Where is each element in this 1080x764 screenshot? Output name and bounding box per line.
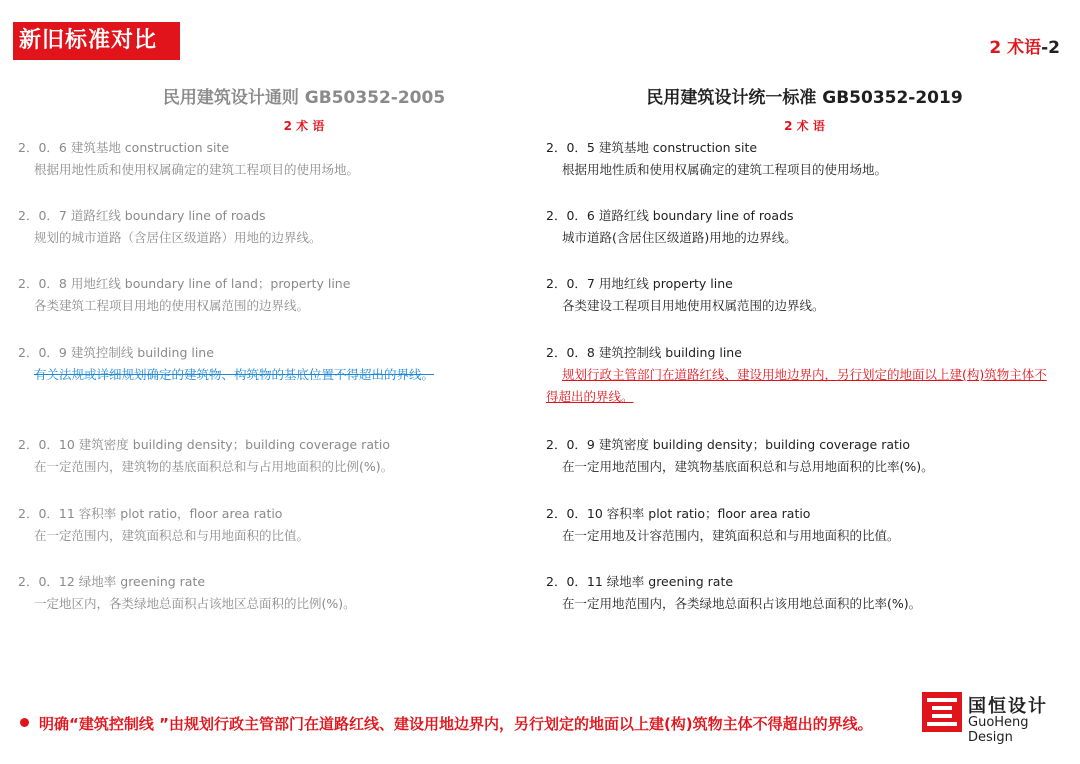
term-desc: 根据用地性质和使用权属确定的建筑工程项目的使用场地。 — [562, 162, 888, 177]
new-term-construction-site — [546, 137, 1071, 181]
term-title: 2．0．9 建筑控制线 building line — [18, 345, 214, 360]
logo-mark-icon — [922, 692, 962, 732]
term-desc: 在一定范围内，建筑物的基底面积总和与占用地面积的比例(%)。 — [34, 459, 394, 474]
new-definition-cont: 得超出的界线。 — [546, 389, 634, 404]
old-term-plot-ratio — [18, 503, 538, 547]
bullet-icon — [20, 718, 29, 727]
term-title: 2．0．11 容积率 plot ratio，floor area ratio — [18, 506, 283, 521]
section-number: 2 术语 — [989, 38, 1042, 58]
logo-text-cn: 国恒设计 — [968, 696, 1048, 717]
new-term-building-density — [546, 434, 1071, 478]
section-suffix: -2 — [1041, 38, 1060, 58]
term-title: 2．0．12 绿地率 greening rate — [18, 574, 206, 589]
new-standard-subheading: 2 术 语 — [784, 119, 825, 133]
term-title: 2．0．8 建筑控制线 building line — [546, 345, 742, 360]
term-title: 2．0．7 道路红线 boundary line of roads — [18, 208, 266, 223]
section-label — [989, 33, 1060, 58]
new-term-road-boundary — [546, 205, 1071, 249]
term-title: 2．0．8 用地红线 boundary line of land；property line — [18, 276, 351, 291]
old-standard-heading: 民用建筑设计通则 GB50352-2005 — [162, 88, 446, 108]
term-title: 2．0．11 绿地率 greening rate — [546, 574, 734, 589]
page-title: 新旧标准对比 — [13, 22, 180, 60]
old-term-greening-rate — [18, 571, 538, 615]
new-definition: 规划行政主管部门在道路红线、建设用地边界内，另行划定的地面以上建(构)筑物主体不 — [562, 367, 1047, 382]
company-logo — [922, 690, 1072, 745]
logo-text-en: GuoHeng Design — [968, 715, 1029, 745]
term-desc: 各类建筑工程项目用地的使用权属范围的边界线。 — [34, 298, 310, 313]
term-desc: 在一定用地范围内，建筑物基底面积总和与总用地面积的比率(%)。 — [562, 459, 934, 474]
term-title: 2．0．10 容积率 plot ratio；floor area ratio — [546, 506, 811, 521]
new-term-plot-ratio — [546, 503, 1071, 547]
summary-text: 明确“建筑控制线 ”由规划行政主管部门在道路红线、建设用地边界内，另行划定的地面以上建(构)筑物主体不得超出的界线。 — [39, 715, 873, 733]
term-desc: 在一定用地范围内，各类绿地总面积占该用地总面积的比率(%)。 — [562, 596, 922, 611]
old-term-road-boundary — [18, 205, 538, 249]
term-title: 2．0．5 建筑基地 construction site — [546, 140, 758, 155]
term-title: 2．0．9 建筑密度 building density；building coverage ratio — [546, 437, 911, 452]
deleted-definition: 有关法规或详细规划确定的建筑物、构筑物的基底位置不得超出的界线。 — [34, 367, 435, 382]
term-title: 2．0．10 建筑密度 building density；building coverage ratio — [18, 437, 390, 452]
old-term-building-line — [18, 342, 538, 386]
term-desc: 在一定范围内，建筑面积总和与用地面积的比值。 — [34, 528, 310, 543]
term-desc: 规划的城市道路（含居住区级道路）用地的边界线。 — [34, 230, 322, 245]
term-desc: 根据用地性质和使用权属确定的建筑工程项目的使用场地。 — [34, 162, 360, 177]
term-desc: 各类建设工程项目用地使用权属范围的边界线。 — [562, 298, 825, 313]
term-title: 2．0．6 道路红线 boundary line of roads — [546, 208, 794, 223]
new-standard-heading: 民用建筑设计统一标准 GB50352-2019 — [646, 88, 963, 108]
old-term-property-line — [18, 273, 538, 317]
term-title: 2．0．6 建筑基地 construction site — [18, 140, 230, 155]
old-term-building-density — [18, 434, 538, 478]
term-desc: 城市道路(含居住区级道路)用地的边界线。 — [562, 230, 797, 245]
old-standard-subheading: 2 术 语 — [283, 119, 325, 133]
term-title: 2．0．7 用地红线 property line — [546, 276, 733, 291]
summary-note — [20, 713, 873, 734]
new-term-building-line — [546, 342, 1071, 408]
old-term-construction-site — [18, 137, 538, 181]
term-desc: 在一定用地及计容范围内，建筑面积总和与用地面积的比值。 — [562, 528, 900, 543]
new-term-property-line — [546, 273, 1071, 317]
term-desc: 一定地区内，各类绿地总面积占该地区总面积的比例(%)。 — [34, 596, 356, 611]
new-term-greening-rate — [546, 571, 1071, 615]
